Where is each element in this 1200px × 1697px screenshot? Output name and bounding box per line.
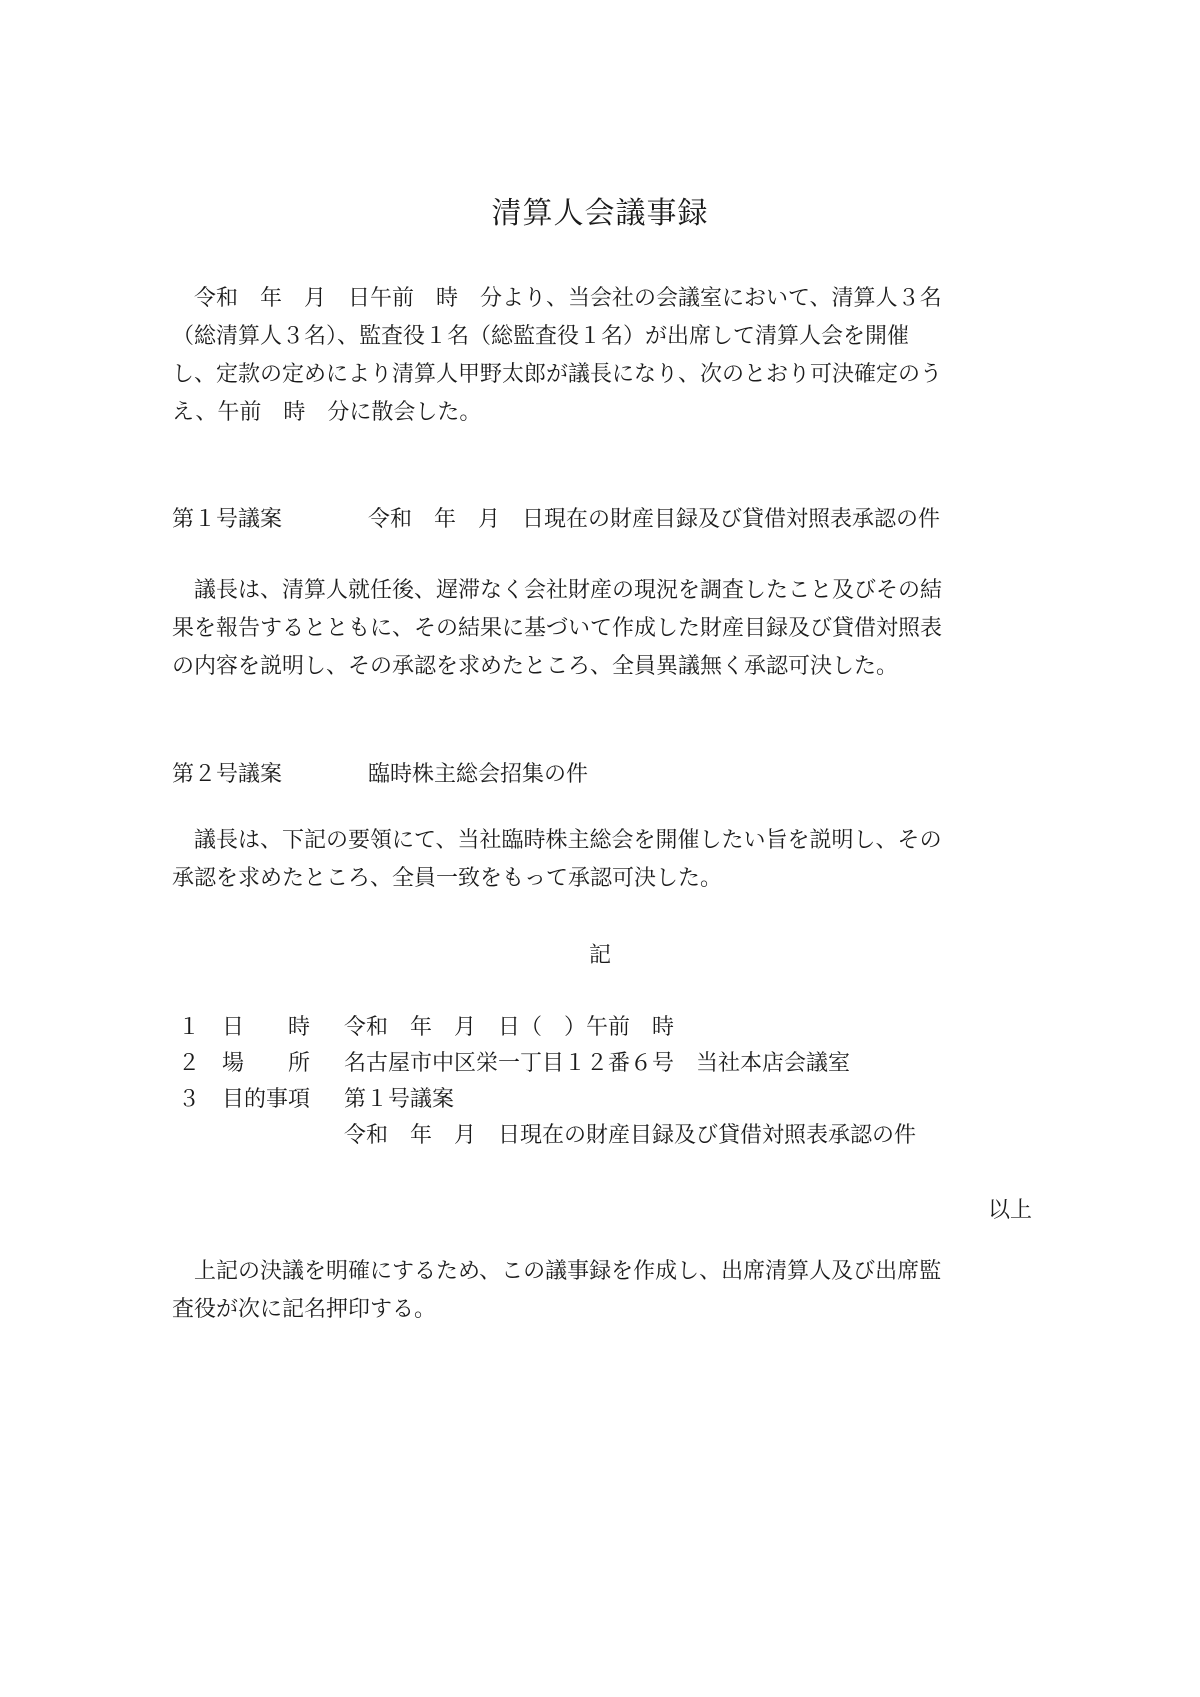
intro-line: 令和 年 月 日午前 時 分より、当会社の会議室において、清算人３名 (172, 286, 942, 311)
intro-line: え、午前 時 分に散会した。 (172, 400, 482, 425)
intro-line: し、定款の定めにより清算人甲野太郎が議長になり、次のとおり可決確定のう (172, 362, 943, 387)
agenda1-heading (172, 502, 940, 533)
closing-line: 査役が次に記名押印する。 (172, 1297, 437, 1322)
agenda1-label: 第１号議案 (172, 507, 283, 532)
agenda2-body-line: 承認を求めたところ、全員一致をもって承認可決した。 (172, 866, 723, 891)
closing-line: 上記の決議を明確にするため、この議事録を作成し、出席清算人及び出席監 (172, 1259, 942, 1284)
agenda1-body (172, 572, 1022, 686)
item-value: 令和 年 月 日（ ）午前 時 (344, 1015, 675, 1040)
item-number: ２ (178, 1051, 201, 1076)
intro-paragraph (172, 280, 1022, 432)
ki-heading: 記 (588, 943, 611, 968)
item-key: 目的事項 (222, 1087, 311, 1112)
item-key: 場 所 (222, 1051, 311, 1076)
item-value: 第１号議案 (344, 1087, 455, 1112)
item-key: 日 時 (222, 1015, 311, 1040)
item-number: １ (178, 1015, 201, 1040)
item-value: 令和 年 月 日現在の財産目録及び貸借対照表承認の件 (344, 1123, 917, 1148)
agenda2-subject: 臨時株主総会招集の件 (368, 762, 589, 787)
agenda1-body-line: の内容を説明し、その承認を求めたところ、全員異議無く承認可決した。 (172, 654, 899, 679)
agenda2-heading (172, 757, 588, 788)
agenda1-subject: 令和 年 月 日現在の財産目録及び貸借対照表承認の件 (368, 507, 941, 532)
ijo-closing-mark: 以上 (987, 1198, 1032, 1223)
intro-line: （総清算人３名）、監査役１名（総監査役１名）が出席して清算人会を開催 (172, 324, 910, 349)
agenda2-label: 第２号議案 (172, 762, 283, 787)
agenda2-body-line: 議長は、下記の要領にて、当社臨時株主総会を開催したい旨を説明し、その (172, 828, 942, 853)
closing-paragraph (172, 1253, 1022, 1329)
item-value: 名古屋市中区栄一丁目１２番６号 当社本店会議室 (344, 1051, 851, 1076)
agenda1-body-line: 果を報告するとともに、その結果に基づいて作成した財産目録及び貸借対照表 (172, 616, 943, 641)
agenda2-body (172, 822, 1022, 898)
document-title: 清算人会議事録 (491, 196, 709, 231)
item-number: ３ (178, 1087, 201, 1112)
agenda1-body-line: 議長は、清算人就任後、遅滞なく会社財産の現況を調査したこと及びその結 (172, 578, 943, 603)
